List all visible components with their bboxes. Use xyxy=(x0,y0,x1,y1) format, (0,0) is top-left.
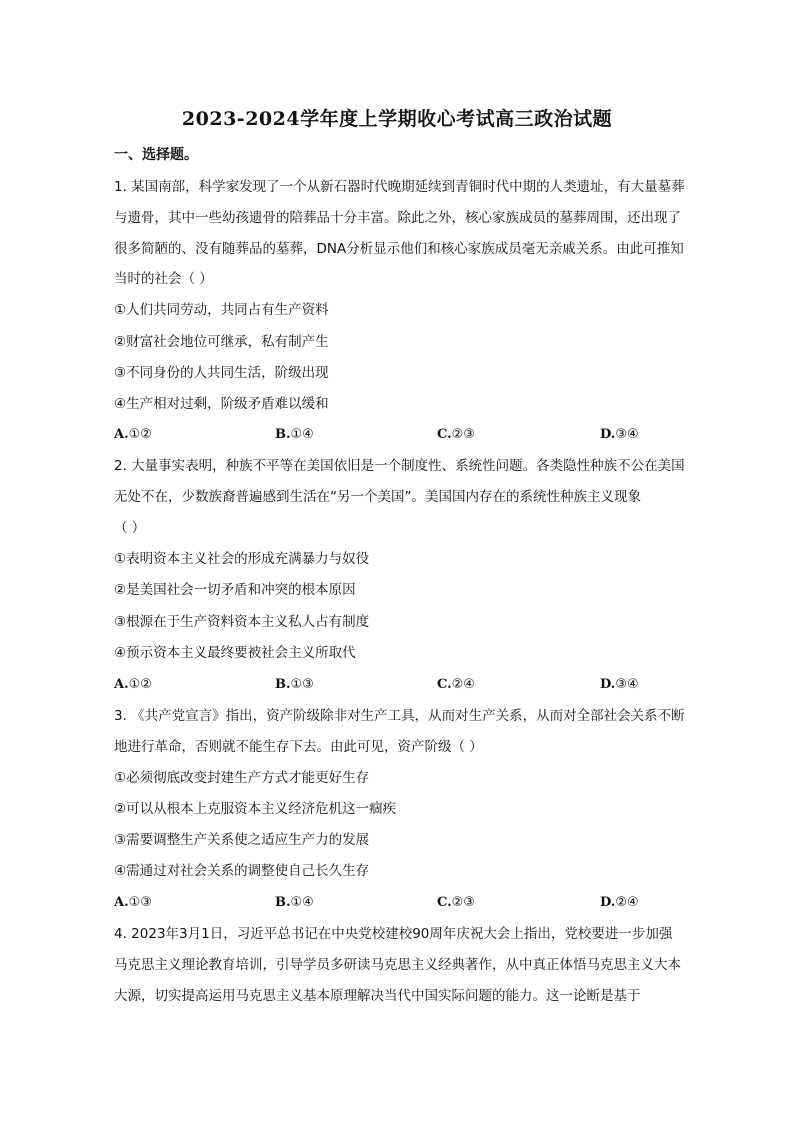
q3-stem-line-2: 地进行革命，否则就不能生存下去。由此可见，资产阶级（ ） xyxy=(114,739,483,755)
q1-stem-line-2: 与遗骨，其中一些幼孩遗骨的陪葬品十分丰富。除此之外，核心家族成员的墓葬周围，还出现了 xyxy=(114,210,681,226)
q3-statement-3: ③需要调整生产关系使之适应生产力的发展 xyxy=(114,832,370,848)
q2-option-a[interactable]: A.①② xyxy=(114,677,152,692)
section-heading: 一、选择题。 xyxy=(114,147,198,163)
q3-statement-1: ①必须彻底改变封建生产方式才能更好生存 xyxy=(114,770,370,786)
page-title: 2023-2024学年度上学期收心考试高三政治试题 xyxy=(181,108,613,130)
q3-option-b[interactable]: B.①④ xyxy=(275,895,314,910)
q2-stem-line-3: （ ） xyxy=(114,520,146,536)
q2-statement-4: ④预示资本主义最终要被社会主义所取代 xyxy=(114,645,356,661)
q1-statement-3: ③不同身份的人共同生活，阶级出现 xyxy=(114,365,329,381)
q2-option-c[interactable]: C.②④ xyxy=(437,677,475,692)
q2-option-d[interactable]: D.③④ xyxy=(600,677,639,692)
q2-statement-1: ①表明资本主义社会的形成充满暴力与奴役 xyxy=(114,551,370,567)
q3-stem-line-1: 3. 《共产党宣言》指出，资产阶级除非对生产工具，从而对生产关系，从而对全部社会关系不断 xyxy=(114,708,685,724)
q1-statement-4: ④生产相对过剩，阶级矛盾难以缓和 xyxy=(114,396,329,412)
q3-option-c[interactable]: C.②③ xyxy=(437,895,475,910)
q1-option-d[interactable]: D.③④ xyxy=(600,427,639,442)
q2-statement-3: ③根源在于生产资料资本主义私人占有制度 xyxy=(114,614,370,630)
q1-statement-2: ②财富社会地位可继承，私有制产生 xyxy=(114,334,329,350)
q2-stem-line-1: 2. 大量事实表明，种族不平等在美国依旧是一个制度性、系统性问题。各类隐性种族不公在美国 xyxy=(114,458,685,474)
q2-statement-2: ②是美国社会一切矛盾和冲突的根本原因 xyxy=(114,582,356,598)
q2-option-b[interactable]: B.①③ xyxy=(275,677,314,692)
q3-statement-2: ②可以从根本上克服资本主义经济危机这一痼疾 xyxy=(114,801,397,817)
q2-stem-line-2: 无处不在，少数族裔普遍感到生活在“另一个美国”。美国国内存在的系统性种族主义现象 xyxy=(114,489,641,505)
q1-statement-1: ①人们共同劳动，共同占有生产资料 xyxy=(114,302,329,318)
q1-stem-line-3: 很多简陋的、没有随葬品的墓葬，DNA分析显示他们和核心家族成员毫无亲戚关系。由此可推知 xyxy=(114,241,684,257)
q1-option-c[interactable]: C.②③ xyxy=(437,427,475,442)
q1-option-a[interactable]: A.①② xyxy=(114,427,152,442)
q1-stem-line-4: 当时的社会（ ） xyxy=(114,271,213,287)
q3-statement-4: ④需通过对社会关系的调整使自己长久生存 xyxy=(114,863,370,879)
q3-option-a[interactable]: A.①③ xyxy=(114,895,152,910)
q4-stem-line-2: 马克思主义理论教育培训，引导学员多研读马克思主义经典著作，从中真正体悟马克思主义大本 xyxy=(114,957,681,973)
q3-option-d[interactable]: D.②④ xyxy=(600,895,639,910)
q4-stem-line-1: 4. 2023年3月1日，习近平总书记在中央党校建校90周年庆祝大会上指出，党校要进一步加强 xyxy=(114,926,673,942)
q1-option-b[interactable]: B.①④ xyxy=(275,427,314,442)
q4-stem-line-3: 大源，切实提高运用马克思主义基本原理解决当代中国实际问题的能力。这一论断是基于 xyxy=(114,988,641,1004)
q1-stem-line-1: 1. 某国南部，科学家发现了一个从新石器时代晚期延续到青铜时代中期的人类遗址，有大量墓葬 xyxy=(114,179,685,195)
